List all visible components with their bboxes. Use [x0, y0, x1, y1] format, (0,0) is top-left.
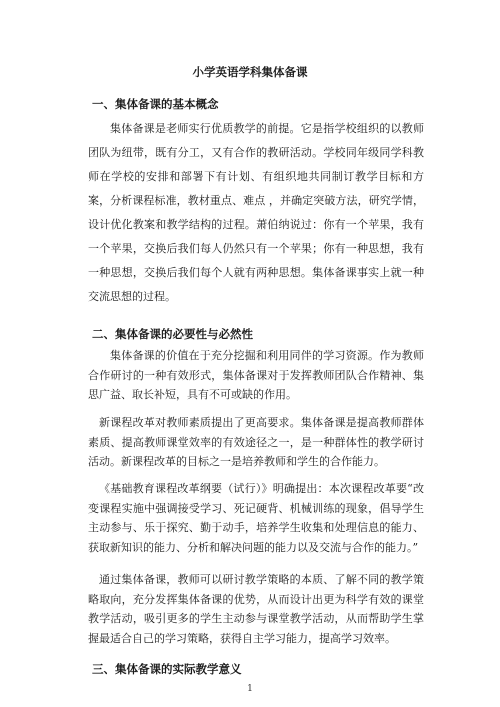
section-1-paragraph-1: 集体备课是老师实行优质教学的前提。它是指学校组织的以教师团队为纽带，既有分工，又有合作的教研活动。学校同年级同学科教师在学校的安排和部署下有计划、有组织地共同制订教学目标和方案，分析课程标准，教材重点、难点 ，并确定突破方法，研究学情，设计优化教案和教学结构的过程。萧伯纳说过：你有一个苹果，我有一个苹果，交换后我们每人仍然只有一个苹果；你有一种思想，我有一种思想，交换后我们每个人就有两种思想。集体备课事实上就一种交流思想的过程。 [88, 122, 424, 303]
section-1-heading: 一、集体备课的基本概念 [92, 97, 219, 111]
section-2-paragraph-2: 新课程改革对教师素质提出了更高要求。集体备课是提高教师群体素质、提高教师课堂效率的有效途径之一，是一种群体性的教学研讨活动。新课程改革的目标之一是培养教师和学生的合作能力。 [88, 416, 424, 468]
document-title: 小学英语学科集体备课 [192, 65, 308, 79]
section-2-heading: 二、集体备课的必要性与必然性 [92, 327, 253, 341]
page-number: 1 [247, 684, 253, 694]
section-3-heading: 三、集体备课的实际教学意义 [92, 662, 242, 676]
section-2-paragraph-4: 通过集体备课，教师可以研讨教学策略的本质、了解不同的教学策略取向，充分发挥集体备课的优势，从而设计出更为科学有效的课堂教学活动，吸引更多的学生主动参与课堂教学活动，从而帮助学生掌握最适合自己的学习策略，获得自主学习能力，提高学习效率。 [88, 573, 424, 645]
section-2-paragraph-1: 集体备课的价值在于充分挖掘和利用同伴的学习资源。作为教师合作研讨的一种有效形式，集体备课对于发挥教师团队合作精神、集思广益、取长补短，具有不可或缺的作用。 [88, 349, 424, 401]
section-2-paragraph-3: 《基础教育课程改革纲要（试行）》明确提出：本次课程改革要“改变课程实施中强调接受学习、死记硬背、机械训练的现象，倡导学生主动参与、乐于探究、勤于动手，培养学生收集和处理信息的能力、获取新知识的能力、分析和解决问题的能力以及交流与合作的能力。” [88, 482, 424, 554]
